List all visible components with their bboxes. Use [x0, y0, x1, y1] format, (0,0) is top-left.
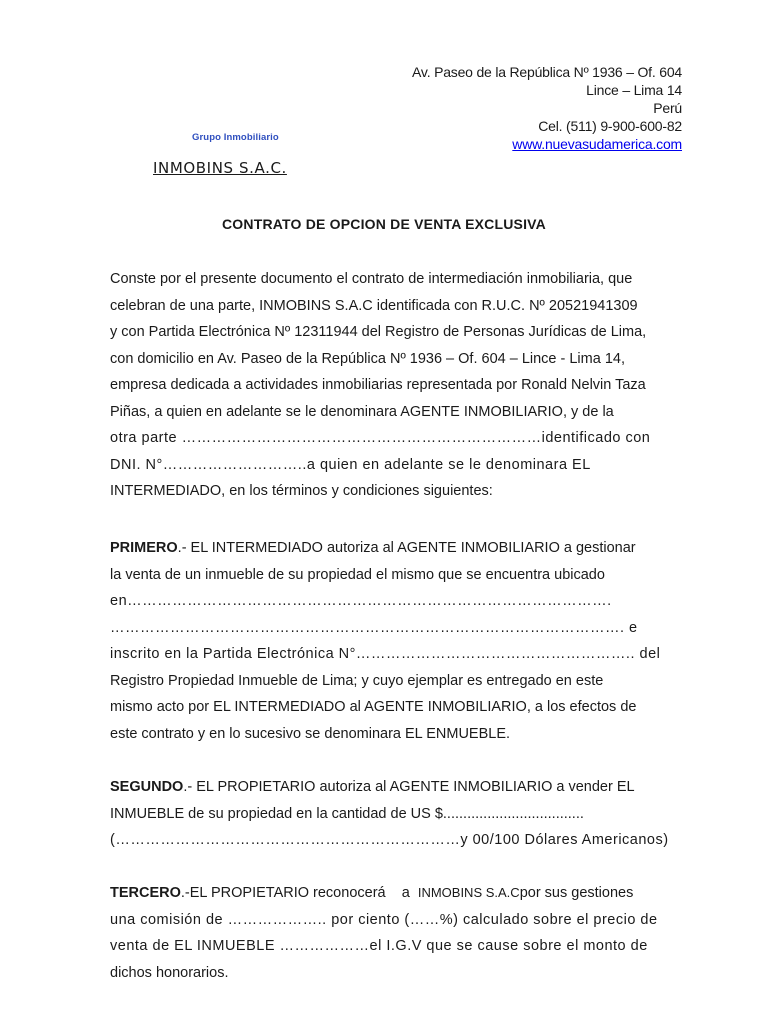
text-line: celebran de una parte, INMOBINS S.A.C identificada con R.U.C. Nº 20521941309 [110, 297, 638, 314]
text-line: dichos honorarios. [110, 964, 229, 981]
text-line: Registro Propiedad Inmueble de Lima; y cuyo ejemplar es entregado en este [110, 672, 604, 689]
clause-tercero [110, 880, 686, 986]
clause-label: TERCERO [110, 885, 181, 901]
text-line: la venta de un inmueble de su propiedad el mismo que se encuentra ubicado [110, 566, 605, 583]
intro-paragraph [110, 266, 686, 505]
clause-label: SEGUNDO [110, 779, 184, 795]
text-line: otra parte ………………………………………………………………identificado con [110, 430, 651, 446]
text-line: y con Partida Electrónica Nº 12311944 del Registro de Personas Jurídicas de Lima, [110, 324, 647, 340]
text-line: …………………………………………………………………………………………. e [110, 619, 638, 636]
company-name: INMOBINS S.A.C. [153, 159, 287, 177]
text-line: venta de EL INMUEBLE ………………el I.G.V que se cause sobre el monto de [110, 938, 648, 954]
clause-segundo [110, 774, 686, 854]
text-line: (……………………………………………………………y 00/100 Dólares Americanos) [110, 832, 669, 848]
text-line: INMUEBLE de su propiedad en la cantidad de US $................................... [110, 805, 584, 822]
text-line: TERCERO .-EL PROPIETARIO reconocerá a INMOBINS S.A.C por sus gestiones [110, 880, 686, 907]
text-line: DNI. N°………………………..a quien en adelante se le denominara EL [110, 456, 591, 473]
website-link[interactable]: www.nuevasudamerica.com [512, 136, 682, 152]
text-line: una comisión de ……………….. por ciento (……%) calculado sobre el precio de [110, 911, 658, 928]
text-line: inscrito en la Partida Electrónica N°……………………………………………….. del [110, 646, 661, 662]
text-line: en……………………………………………………………………………………. [110, 593, 612, 609]
company-mention: INMOBINS S.A.C [417, 885, 520, 900]
text-line: mismo acto por EL INTERMEDIADO al AGENTE INMOBILIARIO, a los efectos de [110, 699, 637, 715]
text-line: Conste por el presente documento el contrato de intermediación inmobiliaria, que [110, 271, 633, 287]
clause-primero [110, 535, 686, 747]
text-line: Piñas, a quien en adelante se le denominara AGENTE INMOBILIARIO, y de la [110, 403, 614, 420]
text-line: este contrato y en lo sucesivo se denominara EL ENMUEBLE. [110, 725, 511, 742]
text-line: INTERMEDIADO, en los términos y condiciones siguientes: [110, 483, 493, 499]
group-label: Grupo Inmobiliario [192, 132, 279, 143]
document-title: CONTRATO DE OPCION DE VENTA EXCLUSIVA [222, 216, 546, 232]
text-line: PRIMERO .- EL INTERMEDIADO autoriza al AGENTE INMOBILIARIO a gestionar [110, 535, 686, 562]
text-line: SEGUNDO .- EL PROPIETARIO autoriza al AGENTE INMOBILIARIO a vender EL [110, 774, 686, 801]
clause-label: PRIMERO [110, 540, 178, 556]
phone-line: Cel. (511) 9-900-600-82 [538, 118, 682, 134]
text-line: empresa dedicada a actividades inmobiliarias representada por Ronald Nelvin Taza [110, 377, 646, 393]
company-address-block [412, 63, 682, 153]
address-line: Perú [653, 100, 682, 116]
address-line: Av. Paseo de la República Nº 1936 – Of. 604 [412, 64, 682, 80]
address-line: Lince – Lima 14 [586, 82, 682, 98]
text-line: con domicilio en Av. Paseo de la República Nº 1936 – Of. 604 – Lince - Lima 14, [110, 350, 625, 367]
